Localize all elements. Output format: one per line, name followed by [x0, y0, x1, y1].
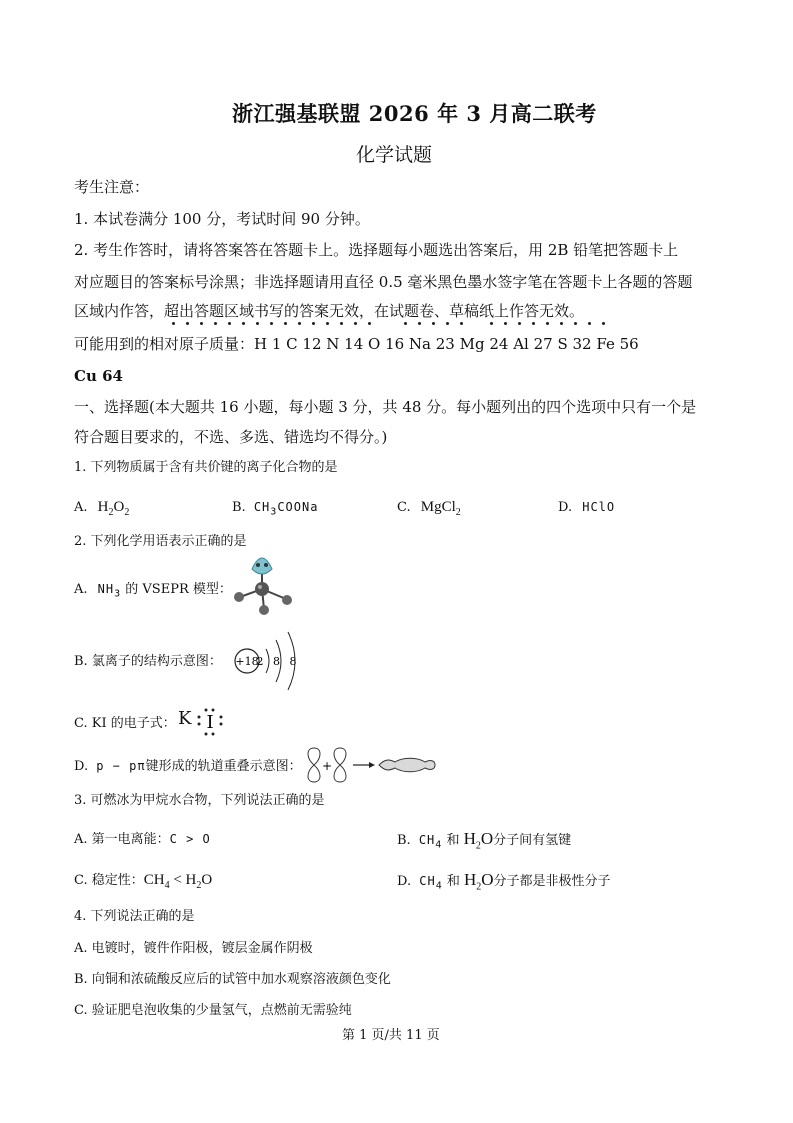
q1-b-label: B.	[232, 500, 246, 515]
q1-option-a[interactable]	[74, 498, 129, 522]
emphasis-dot	[284, 322, 287, 325]
q1-option-b[interactable]	[232, 498, 318, 521]
q1-a-label: A.	[74, 500, 88, 515]
q1-stem: 1. 下列物质属于含有共价键的离子化合物的是	[74, 460, 338, 475]
chloride-ion-structure-diagram	[232, 632, 304, 694]
emphasis-dot	[228, 322, 231, 325]
emphasis-dot	[574, 322, 577, 325]
exam-title: 浙江强基联盟 2026 年 3 月高二联考	[232, 101, 597, 126]
emphasis-dot	[368, 322, 371, 325]
section-1-line-2: 符合题目要求的，不选、多选、错选均不得分。)	[74, 428, 388, 446]
notice-item-1: 1. 本试卷满分 100 分，考试时间 90 分钟。	[74, 210, 370, 228]
atomic-masses-line-1: 可能用到的相对原子质量：H 1 C 12 N 14 O 16 Na 23 Mg 24 Al 27 S 32 Fe 56	[74, 335, 639, 353]
emphasis-dot	[214, 322, 217, 325]
emphasis-dot	[298, 322, 301, 325]
emphasis-dot	[518, 322, 521, 325]
atomic-masses-line-2: Cu 64	[74, 367, 123, 385]
notice-heading: 考生注意：	[74, 178, 150, 196]
q4-option-a[interactable]: A. 电镀时，镀件作阳极，镀层金属作阴极	[74, 941, 313, 956]
nh3-vsepr-model-image	[228, 555, 300, 615]
emphasis-dot	[504, 322, 507, 325]
emphasis-dot	[354, 322, 357, 325]
q3-option-d[interactable]: D. $CH_4$ 和 $H_2O$分子都是非极性分子	[397, 870, 611, 893]
emphasis-dot	[256, 322, 259, 325]
svg-text:+: +	[321, 759, 333, 773]
emphasis-dot	[186, 322, 189, 325]
emphasis-dot	[418, 322, 421, 325]
q1-c-formula: MgCl$_2$	[420, 499, 461, 518]
q4-option-b[interactable]: B. 向铜和浓硫酸反应后的试管中加水观察溶液颜色变化	[74, 972, 391, 987]
emphasis-dot	[326, 322, 329, 325]
emphasis-dot	[546, 322, 549, 325]
q1-option-d[interactable]	[558, 498, 615, 517]
emphasis-dot	[432, 322, 435, 325]
emphasis-dots	[172, 322, 612, 328]
emphasis-dot	[588, 322, 591, 325]
notice-item-2-line-2: 对应题目的答案标号涂黑；非选择题请用直径 0.5 毫米黑色墨水签字笔在答题卡上各题的答题	[74, 273, 693, 291]
emphasis-dot	[602, 322, 605, 325]
q3-option-a[interactable]: A. 第一电离能：C > O	[74, 832, 211, 847]
emphasis-dot	[172, 322, 175, 325]
notice-item-2-line-3: 区域内作答，超出答题区域书写的答案无效，在试题卷、草稿纸上作答无效。	[74, 302, 585, 320]
q1-option-c[interactable]	[397, 498, 461, 522]
q3-stem: 3. 可燃冰为甲烷水合物，下列说法正确的是	[74, 793, 325, 808]
emphasis-dot	[312, 322, 315, 325]
p-orbital-overlap-diagram	[305, 746, 435, 784]
q3-option-c[interactable]: C. 稳定性：$CH_4 < H_2O$	[74, 872, 213, 891]
iodide-lewis-dots	[196, 708, 228, 736]
q4-stem: 4. 下列说法正确的是	[74, 909, 195, 924]
exam-subtitle: 化学试题	[356, 144, 433, 166]
section-1-line-1: 一、选择题(本大题共 16 小题，每小题 3 分，共 48 分。每小题列出的四个选项中只有一个是	[74, 398, 697, 416]
q4-option-c[interactable]: C. 验证肥皂泡收集的少量氢气，点燃前无需验纯	[74, 1003, 352, 1018]
q2-option-b[interactable]: B. 氯离子的结构示意图：	[74, 654, 222, 669]
q2-stem: 2. 下列化学用语表示正确的是	[74, 534, 247, 549]
emphasis-dot	[532, 322, 535, 325]
q2-option-a[interactable]: A. $NH_3$ 的 VSEPR 模型：	[74, 582, 232, 600]
emphasis-dot	[446, 322, 449, 325]
emphasis-dot	[460, 322, 463, 325]
emphasis-dot	[242, 322, 245, 325]
notice-item-2-line-1: 2. 考生作答时，请将答案答在答题卡上。选择题每小题选出答案后，用 2B 铅笔把答题卡上	[74, 241, 679, 259]
q2-option-d[interactable]: D. p − pπ键形成的轨道重叠示意图：	[74, 759, 302, 774]
emphasis-dot	[340, 322, 343, 325]
svg-text:I: I	[206, 712, 214, 733]
q1-b-formula: $CH_3COONa$	[253, 500, 319, 518]
nucleus-charge: +18	[235, 655, 259, 668]
q3-option-b[interactable]: B. $CH_4$ 和 $H_2O$分子间有氢键	[397, 829, 572, 852]
emphasis-dot	[270, 322, 273, 325]
emphasis-dot	[560, 322, 563, 325]
emphasis-dot	[404, 322, 407, 325]
shell-electrons: 2 8 8	[256, 655, 300, 668]
ki-electron-formula: K	[178, 708, 192, 729]
q1-d-formula: HClO	[582, 500, 616, 514]
page-number: 第 1 页/共 11 页	[342, 1028, 440, 1043]
emphasis-dot	[200, 322, 203, 325]
q1-a-formula: $H_2O_2$	[97, 499, 130, 518]
q1-c-label: C.	[397, 500, 411, 515]
q1-d-label: D.	[558, 500, 573, 515]
q2-option-c[interactable]: C. KI 的电子式：	[74, 716, 176, 731]
emphasis-dot	[490, 322, 493, 325]
